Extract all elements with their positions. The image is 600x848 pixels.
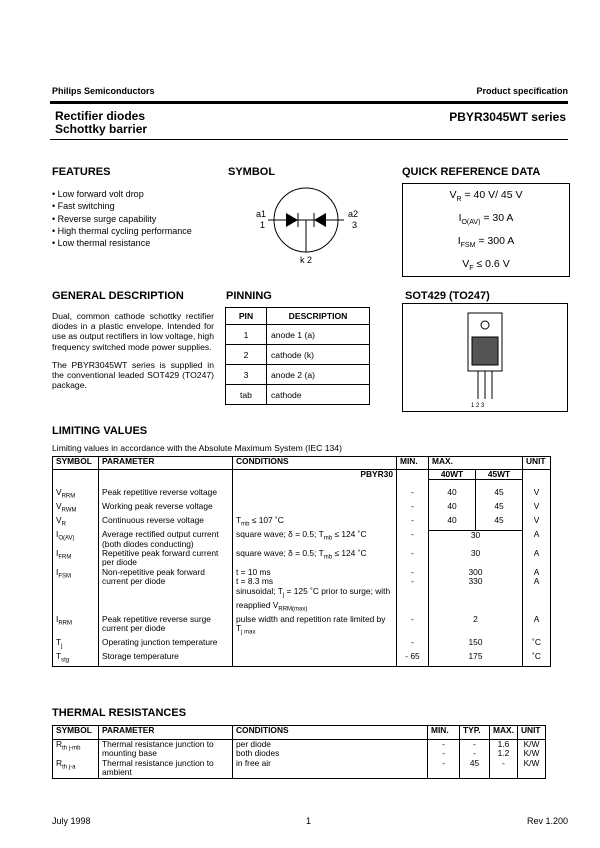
doc-type: Product specification xyxy=(476,86,568,96)
diode-2 xyxy=(314,213,326,227)
part-number: PBYR3045WT series xyxy=(449,110,566,124)
table-row: $I_{FRM}$ Repetitive peak forward current per diode square wave; δ = 0.5; $T_{mb} \le 124$ ˚C - 30 A xyxy=(53,549,551,568)
general-heading: GENERAL DESCRIPTION xyxy=(52,290,184,302)
limiting-table: SYMBOL PARAMETER CONDITIONS MIN. MAX. UNIT PBYR30 40WT 45WT $V_{RRM}$ Peak repetitive reverse voltage - 40 45 V $V_{RWM}$ Working peak reverse voltage - 40 45 V $V_R$ Continuous reverse voltage $T_{mb} \le 107$ ˚C - 40 45 V $I_{O(AV)}$ Average rectified output current (both diodes conducting) square wave; δ = 0.5; $T_{mb} \le 124$ ˚C - 30 A $I_{FRM}$ Repetitive peak forward current per diode square wave; δ = 0.5; $T_{mb} \le 124$ ˚C - 30 A $I_{FSM}$ Non-repetitive peak forward current per diode t = 10 ms t = 8.3 ms sinusoidal; $T_j = 125$ ˚C prior to surge; with reapplied $V_{RRM(max)}$ - - 300 330 A A $I_{RRM}$ Peak repetitive reverse surge current per diode pulse width and repetition rate limited by $T_{j max}$ - 2 A $T_j$ Operating junction temperature - 150 ˚C $T_{stg}$ Storage temperature - 65 175 ˚C xyxy=(52,456,551,667)
die-area xyxy=(472,337,498,365)
col-desc: DESCRIPTION xyxy=(267,308,370,325)
label-n1: 1 xyxy=(260,220,266,230)
qrd-heading: QUICK REFERENCE DATA xyxy=(402,166,541,178)
table-row: 3 anode 2 (a) xyxy=(226,365,370,385)
table-row: $R_{th j-mb}$ Thermal resistance junction to mounting base per diode both diodes - - - - 1.6 1.2 K/W K/W xyxy=(53,740,546,759)
table-row: $T_{stg}$ Storage temperature - 65 175 ˚C xyxy=(53,652,551,667)
package-pin-labels: 1 2 3 xyxy=(471,403,485,409)
package-outline-diagram xyxy=(402,303,568,413)
list-item: • Low thermal resistance xyxy=(52,237,192,249)
limiting-heading: LIMITING VALUES xyxy=(52,425,148,437)
list-item: • Fast switching xyxy=(52,200,192,212)
label-a2: a2 xyxy=(348,209,359,219)
table-row: $I_{O(AV)}$ Average rectified output current (both diodes conducting) square wave; δ = 0.5; $T_{mb} \le 124$ ˚C - 30 A xyxy=(53,530,551,549)
thermal-heading: THERMAL RESISTANCES xyxy=(52,707,187,719)
table-row: $I_{RRM}$ Peak repetitive reverse surge current per diode pulse width and repetition rate limited by $T_{j max}$ - 2 A xyxy=(53,615,551,638)
diode-1 xyxy=(286,213,298,227)
label-n3: 3 xyxy=(352,220,358,230)
company-name: Philips Semiconductors xyxy=(52,86,155,96)
table-row: $I_{FSM}$ Non-repetitive peak forward current per diode t = 10 ms t = 8.3 ms sinusoidal; $T_j = 125$ ˚C prior to surge; with reapplied $V_{RRM(max)}$ - - 300 330 A A xyxy=(53,568,551,615)
qrd-box xyxy=(402,183,570,277)
table-row: $V_{RRM}$ Peak repetitive reverse voltage - 40 45 V xyxy=(53,488,551,502)
footer-page: 1 xyxy=(306,816,312,826)
qrd-ifsm: $I_{FSM} = 300$ A xyxy=(457,235,515,250)
title-rule xyxy=(50,139,568,140)
table-row: $V_{RWM}$ Working peak reverse voltage - 40 45 V xyxy=(53,502,551,516)
qrd-vr: $V_R = 40$ V/ 45 V xyxy=(449,189,523,204)
limiting-subheading: Limiting values in accordance with the Absolute Maximum System (IEC 134) xyxy=(52,443,342,453)
label-a1: a1 xyxy=(256,209,267,219)
list-item: • Low forward volt drop xyxy=(52,188,192,200)
footer-rev: Rev 1.200 xyxy=(526,816,568,826)
table-row: 1 anode 1 (a) xyxy=(226,325,370,345)
label-k: k 2 xyxy=(300,255,313,265)
pinning-table xyxy=(225,307,370,405)
qrd-io: $I_{O(AV)} = 30$ A xyxy=(458,212,514,227)
table-row: $V_R$ Continuous reverse voltage $T_{mb} \le 107$ ˚C - 40 45 V xyxy=(53,516,551,530)
table-row: tab cathode xyxy=(226,385,370,405)
diode-symbol-diagram xyxy=(226,180,386,275)
features-list xyxy=(52,188,192,249)
table-row: 2 cathode (k) xyxy=(226,345,370,365)
features-heading: FEATURES xyxy=(52,166,111,178)
thermal-table: SYMBOL PARAMETER CONDITIONS MIN. TYP. MAX. UNIT $R_{th j-mb}$ Thermal resistance junction to mounting base per diode both diodes - - - - 1.6 1.2 K/W K/W $R_{th j-a}$ Thermal resistance junction to ambient in free air - 45 - K/W xyxy=(52,725,546,779)
list-item: • Reverse surge capability xyxy=(52,213,192,225)
list-item: • High thermal cycling performance xyxy=(52,225,192,237)
pinning-heading: PINNING xyxy=(226,290,272,302)
general-description: Dual, common cathode schottky rectifier diodes in a plastic envelope. Intended for use as output rectifiers in low voltage, high frequency switched mode power supplies. The PBYR3045WT series is supplied in the conventional leaded SOT429 (TO247) package. xyxy=(52,311,214,391)
package-heading: SOT429 (TO247) xyxy=(405,290,490,302)
table-row: $R_{th j-a}$ Thermal resistance junction to ambient in free air - 45 - K/W xyxy=(53,759,546,778)
header-rule xyxy=(50,101,568,104)
symbol-heading: SYMBOL xyxy=(228,166,276,178)
table-row: $T_j$ Operating junction temperature - 150 ˚C xyxy=(53,638,551,652)
footer-date: July 1998 xyxy=(52,816,91,826)
col-pin: PIN xyxy=(226,308,267,325)
qrd-vf: $V_F \le 0.6$ V xyxy=(462,258,510,273)
page-title: Rectifier diodes Schottky barrier xyxy=(55,109,148,136)
table-row: PBYR30 40WT 45WT xyxy=(53,470,551,480)
